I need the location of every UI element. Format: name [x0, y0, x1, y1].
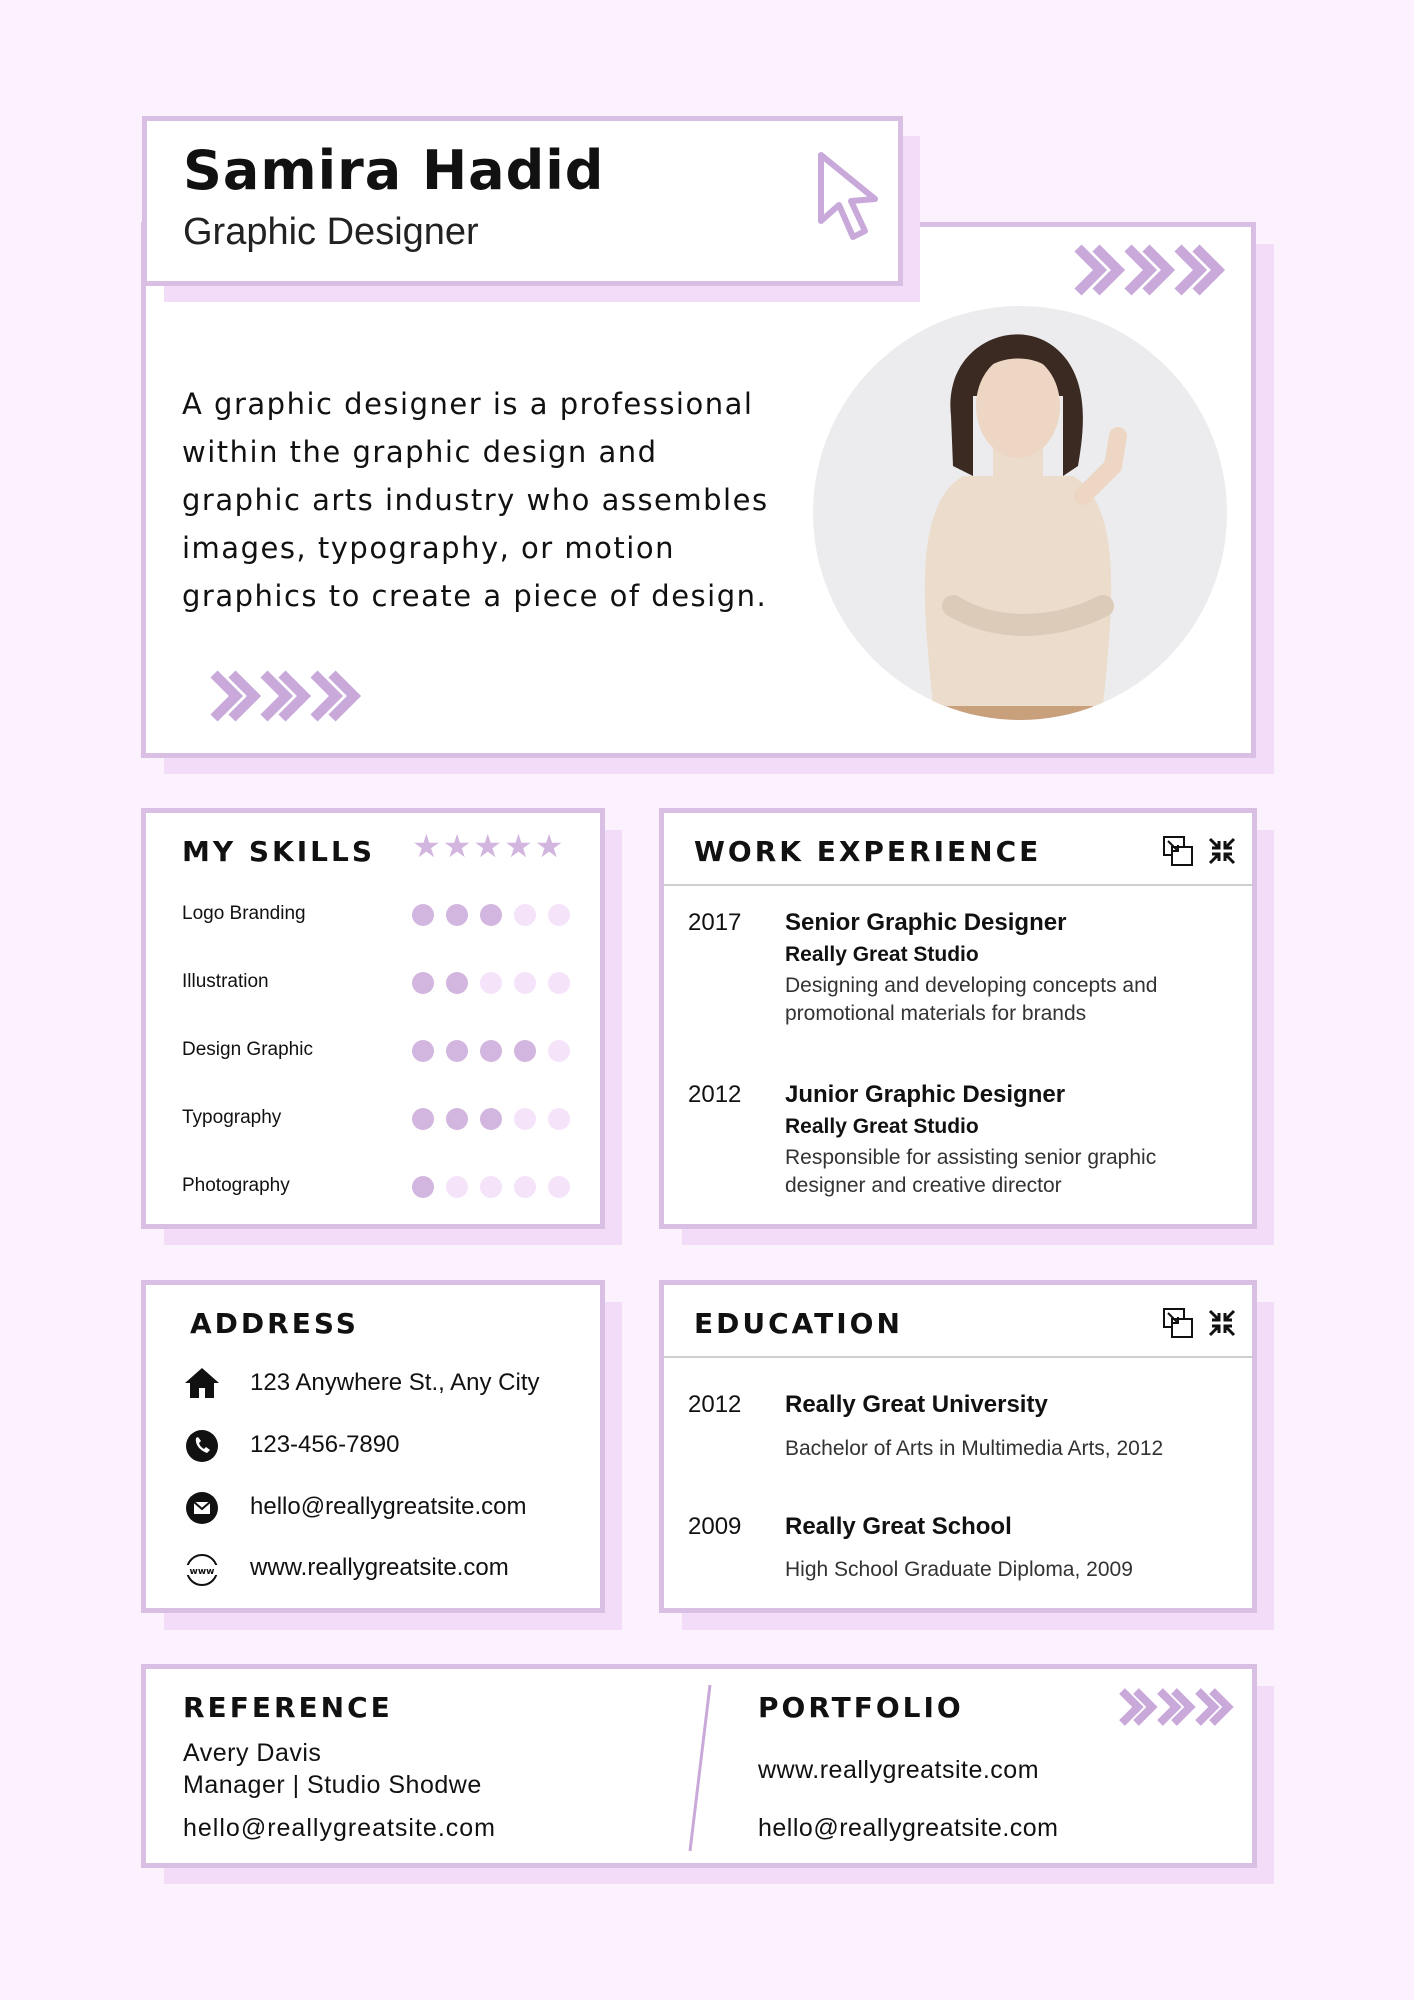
skills-card [141, 808, 605, 1229]
education-detail: Bachelor of Arts in Multimedia Arts, 2012 [785, 1437, 1164, 1460]
address-title: ADDRESS [190, 1307, 359, 1340]
education-school: Really Great University [785, 1391, 1048, 1418]
skill-dot-filled [412, 1040, 434, 1062]
bio-line: graphic arts industry who assembles [182, 483, 769, 517]
skill-label: Typography [182, 1107, 282, 1128]
address-card [141, 1280, 605, 1613]
skill-label: Design Graphic [182, 1039, 313, 1060]
globe-icon [185, 1553, 219, 1587]
portfolio-email[interactable]: hello@reallygreatsite.com [758, 1814, 1059, 1842]
svg-text:www: www [189, 1567, 215, 1577]
skill-dot-filled [480, 1040, 502, 1062]
skill-dot-filled [446, 972, 468, 994]
skill-label: Photography [182, 1175, 290, 1196]
portfolio-website[interactable]: www.reallygreatsite.com [758, 1756, 1040, 1784]
skills-title: MY SKILLS [182, 835, 376, 868]
education-year: 2012 [688, 1391, 742, 1418]
skill-dot-filled [446, 1108, 468, 1130]
skill-rating-dots [412, 1040, 592, 1067]
collapse-icon[interactable] [1208, 1309, 1236, 1337]
chevrons-decoration-top [1070, 242, 1230, 298]
footer-divider [686, 1683, 716, 1853]
skill-dot-empty [480, 972, 502, 994]
education-detail: High School Graduate Diploma, 2009 [785, 1558, 1133, 1581]
bio-line: graphics to create a piece of design. [182, 579, 768, 613]
skill-label: Logo Branding [182, 903, 306, 924]
address-website[interactable]: www.reallygreatsite.com [250, 1554, 509, 1581]
reference-title: REFERENCE [183, 1691, 393, 1724]
skill-dot-filled [446, 904, 468, 926]
skill-dot-empty [514, 1176, 536, 1198]
skill-dot-empty [446, 1176, 468, 1198]
address-phone: 123-456-7890 [250, 1431, 400, 1458]
work-desc: designer and creative director [785, 1174, 1062, 1197]
skill-rating-dots [412, 1108, 592, 1135]
window-icon[interactable] [1162, 1307, 1194, 1339]
bio-line: images, typography, or motion [182, 531, 675, 565]
work-title: WORK EXPERIENCE [694, 835, 1042, 868]
work-year: 2017 [688, 909, 742, 936]
footer-card [141, 1664, 1257, 1868]
bio-paragraph [182, 380, 769, 620]
window-icon[interactable] [1162, 835, 1194, 867]
phone-icon [185, 1429, 219, 1463]
bio-line: within the graphic design and [182, 435, 658, 469]
skill-dot-empty [548, 1176, 570, 1198]
cursor-icon [815, 149, 885, 249]
skill-dot-empty [548, 1108, 570, 1130]
skill-dot-empty [548, 1040, 570, 1062]
work-desc: promotional materials for brands [785, 1002, 1087, 1025]
education-card [659, 1280, 1257, 1613]
name-card [142, 116, 903, 286]
skill-dot-filled [446, 1040, 468, 1062]
address-street: 123 Anywhere St., Any City [250, 1369, 540, 1396]
skill-dot-empty [548, 904, 570, 926]
bio-line: A graphic designer is a professional [182, 387, 754, 421]
skill-rating-dots [412, 1176, 592, 1203]
skill-dot-filled [480, 904, 502, 926]
skill-rating-dots [412, 904, 592, 931]
skill-row [182, 903, 582, 933]
rating-stars: ★★★★★ [412, 828, 566, 864]
skill-dot-filled [412, 972, 434, 994]
home-icon [183, 1366, 221, 1400]
address-email[interactable]: hello@reallygreatsite.com [250, 1493, 527, 1520]
work-desc: Responsible for assisting senior graphic [785, 1146, 1157, 1169]
work-year: 2012 [688, 1081, 742, 1108]
skill-rating-dots [412, 972, 592, 999]
skill-row [182, 1107, 582, 1137]
work-role: Senior Graphic Designer [785, 909, 1067, 936]
candidate-role: Graphic Designer [183, 211, 479, 253]
reference-email[interactable]: hello@reallygreatsite.com [183, 1814, 497, 1842]
chevrons-decoration-bottom [206, 668, 366, 724]
work-desc: Designing and developing concepts and [785, 974, 1158, 997]
reference-position: Manager | Studio Shodwe [183, 1771, 482, 1799]
work-role: Junior Graphic Designer [785, 1081, 1066, 1108]
work-company: Really Great Studio [785, 943, 979, 966]
skill-dot-empty [514, 972, 536, 994]
skill-row [182, 971, 582, 1001]
divider [664, 884, 1252, 886]
skill-dot-filled [412, 1108, 434, 1130]
profile-photo [813, 306, 1227, 720]
portfolio-title: PORTFOLIO [758, 1691, 964, 1724]
skill-dot-filled [412, 904, 434, 926]
education-year: 2009 [688, 1513, 742, 1540]
skill-dot-empty [480, 1176, 502, 1198]
skill-dot-empty [548, 972, 570, 994]
divider [664, 1356, 1252, 1358]
skill-row [182, 1039, 582, 1069]
skill-dot-filled [480, 1108, 502, 1130]
skill-dot-empty [514, 904, 536, 926]
skill-row [182, 1175, 582, 1205]
email-icon [185, 1491, 219, 1525]
education-title: EDUCATION [694, 1307, 903, 1340]
chevrons-decoration-footer [1116, 1687, 1238, 1727]
work-card [659, 808, 1257, 1229]
reference-name: Avery Davis [183, 1739, 322, 1767]
work-company: Really Great Studio [785, 1115, 979, 1138]
collapse-icon[interactable] [1208, 837, 1236, 865]
skill-dot-filled [514, 1040, 536, 1062]
skill-dot-empty [514, 1108, 536, 1130]
skill-label: Illustration [182, 971, 269, 992]
candidate-name: Samira Hadid [183, 139, 605, 202]
skill-dot-filled [412, 1176, 434, 1198]
education-school: Really Great School [785, 1513, 1012, 1540]
